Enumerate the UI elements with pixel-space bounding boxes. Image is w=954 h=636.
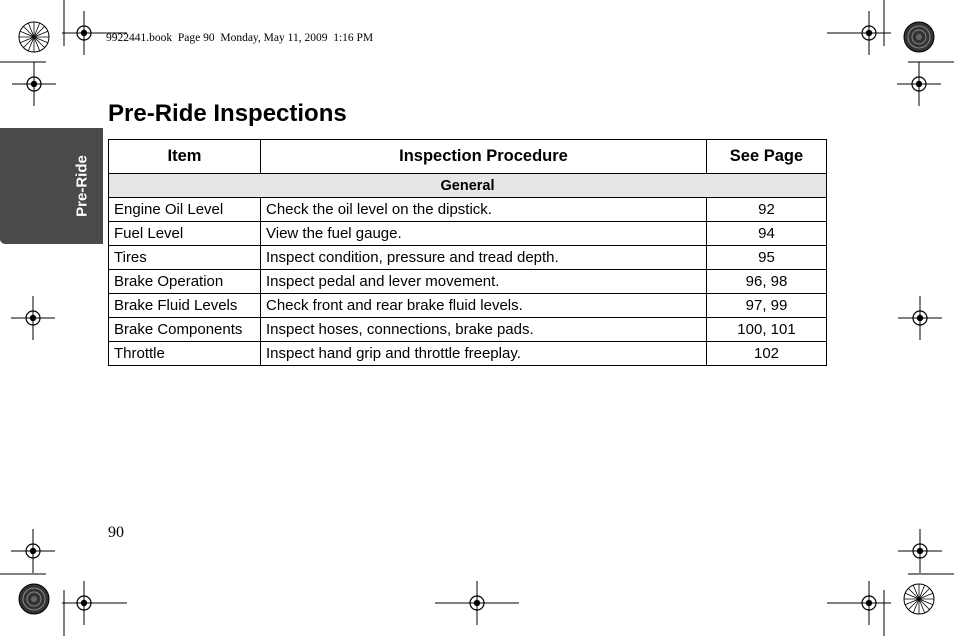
page-title: Pre-Ride Inspections [108,100,347,127]
cell-item: Brake Components [109,318,261,342]
cell-procedure: Inspect condition, pressure and tread depth. [261,246,707,270]
page-number: 90 [108,524,124,541]
header-item: Item [109,140,261,174]
inspection-table [108,139,827,366]
cell-page: 95 [707,246,827,270]
header-procedure: Inspection Procedure [261,140,707,174]
cell-procedure: Inspect hand grip and throttle freeplay. [261,342,707,366]
table-row [109,198,827,222]
table-row [109,270,827,294]
table-row [109,342,827,366]
cell-procedure: Check front and rear brake fluid levels. [261,294,707,318]
section-row [109,174,827,198]
print-header: 9922441.book Page 90 Monday, May 11, 2009 1:16 PM [106,32,374,44]
cell-page: 92 [707,198,827,222]
cell-page: 97, 99 [707,294,827,318]
cell-procedure: View the fuel gauge. [261,222,707,246]
cell-procedure: Inspect hoses, connections, brake pads. [261,318,707,342]
cell-item: Throttle [109,342,261,366]
side-tab-label: Pre-Ride [73,155,91,217]
table-row [109,294,827,318]
cell-procedure: Check the oil level on the dipstick. [261,198,707,222]
header-see-page: See Page [707,140,827,174]
cell-item: Brake Operation [109,270,261,294]
cell-item: Brake Fluid Levels [109,294,261,318]
section-general: General [109,174,827,198]
table-row [109,318,827,342]
cell-page: 100, 101 [707,318,827,342]
cell-item: Tires [109,246,261,270]
cell-item: Engine Oil Level [109,198,261,222]
table-row [109,246,827,270]
cell-page: 102 [707,342,827,366]
cell-item: Fuel Level [109,222,261,246]
cell-page: 94 [707,222,827,246]
table-header-row [109,140,827,174]
cell-page: 96, 98 [707,270,827,294]
table-row [109,222,827,246]
cell-procedure: Inspect pedal and lever movement. [261,270,707,294]
